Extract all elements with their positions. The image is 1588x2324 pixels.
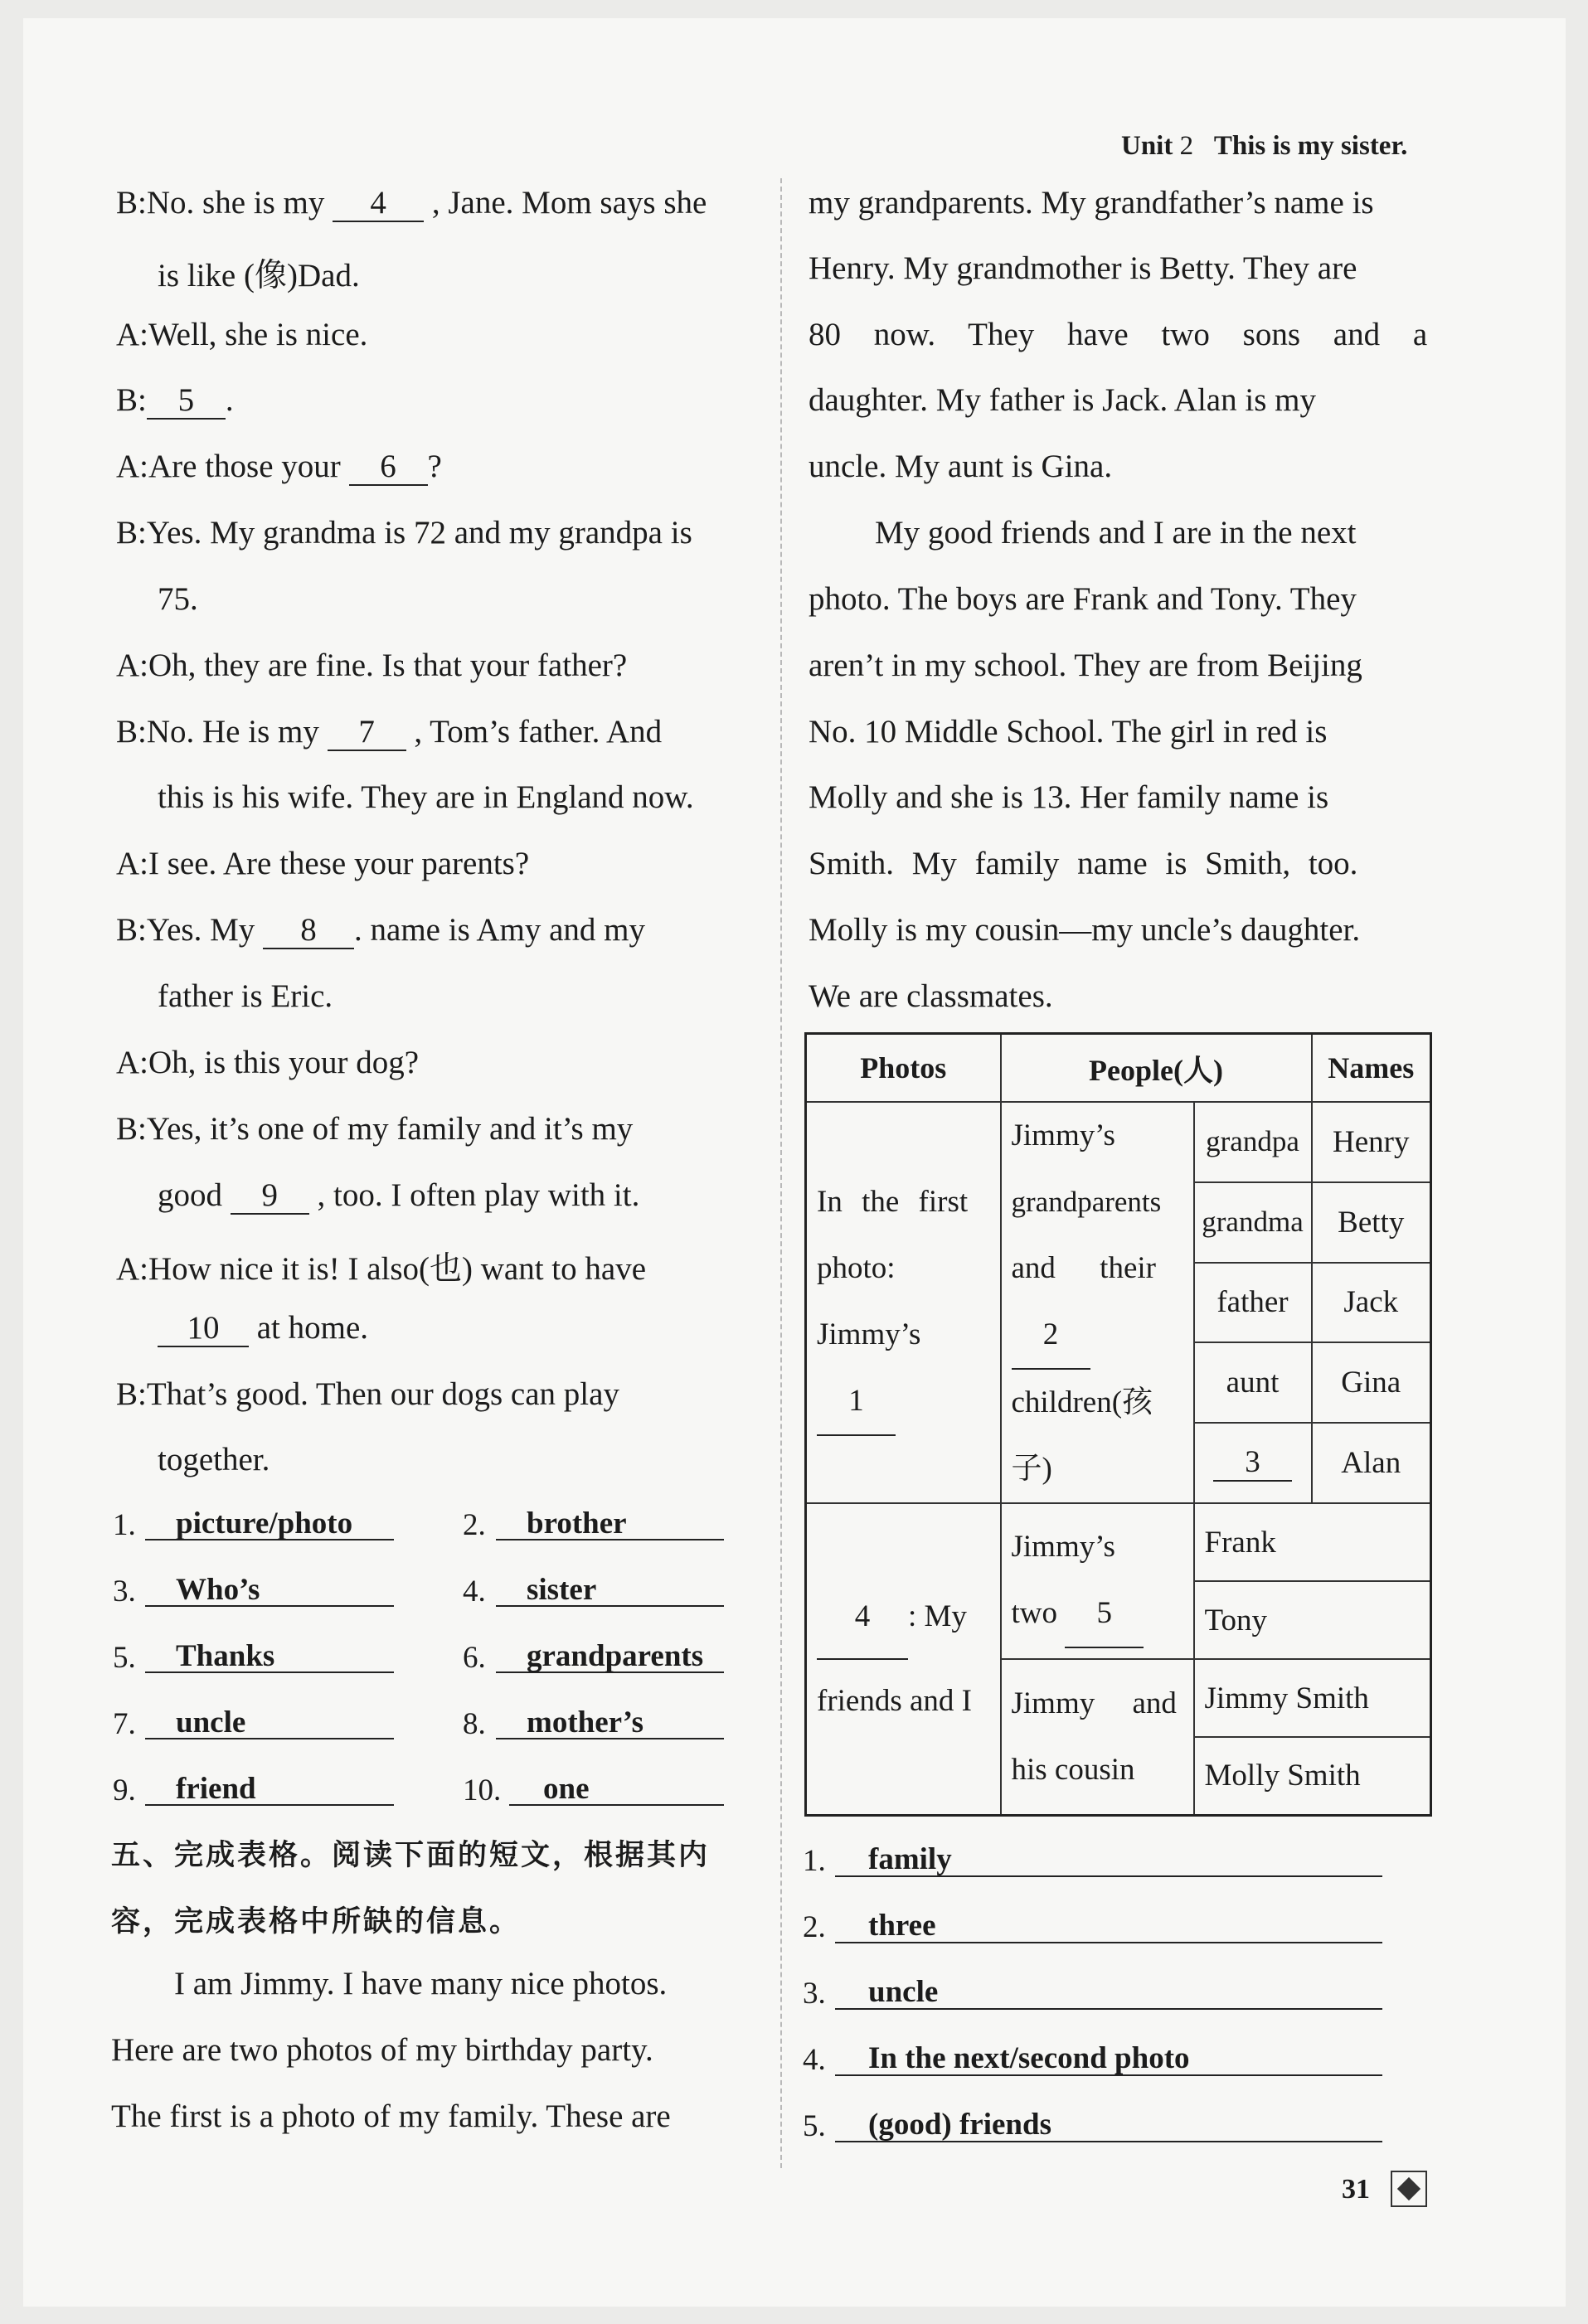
answer-number: 1. [803,1844,826,1878]
answer-number: 4. [803,2043,826,2077]
passage-line: My good friends and I are in the next [875,515,1357,551]
photo2-text: friends and I [817,1683,972,1718]
answer-line [509,1768,724,1806]
people2b-cell [1001,1659,1194,1815]
line-text: B:Yes. My [116,912,264,948]
table-row [806,1503,1431,1581]
line-text: , Jane. Mom says she [424,185,707,221]
table-row [806,1102,1431,1182]
dialogue-line: B:That’s good. Then our dogs can play [116,1376,619,1412]
dialogue-line: A:Well, she is nice. [116,317,368,352]
dialogue-line [116,381,234,420]
answer-text: mother’s [527,1705,644,1739]
info-table [804,1032,1432,1817]
people1-text: 子) [1011,1452,1052,1486]
passage-line: uncle. My aunt is Gina. [809,449,1113,484]
blank-9: 9 [231,1179,309,1215]
dialogue-line: A:How nice it is! I also(也) want to have [116,1251,647,1287]
dialogue-line [116,184,707,222]
passage-line: Molly is my cousin—my uncle’s daughter. [809,912,1361,948]
answer-number: 5. [113,1641,136,1675]
dialogue-line [116,713,662,751]
answer-text: one [543,1772,590,1806]
diamond-icon [1391,2171,1427,2207]
photo2-cell [806,1503,1001,1815]
answer-text: friend [176,1772,256,1806]
photo1-text: In the first [817,1185,969,1219]
people2-text: Jimmy’s [1011,1530,1115,1564]
line-text: good [158,1177,231,1213]
name-cell: Jimmy Smith [1194,1659,1431,1737]
section-heading: 容，完成表格中所缺的信息。 [111,1905,522,1938]
header-unit: Unit [1121,131,1173,161]
answer-text: Who’s [176,1573,260,1607]
dialogue-line [116,911,645,949]
people1-text: and their [1011,1251,1156,1285]
blank-4: 4 [333,187,424,222]
dialogue-line: 75. [158,581,198,617]
role-cell: grandpa [1194,1102,1312,1182]
dialogue-line: A:Oh, is this your dog? [116,1045,420,1080]
dialogue-line: is like (像)Dad. [158,258,360,294]
header-people: People(人) [1001,1034,1312,1103]
dialogue-line: father is Eric. [158,978,333,1014]
name-cell: Tony [1194,1581,1431,1659]
role-cell: aunt [1194,1342,1312,1423]
people1-text: children(孩 [1011,1385,1153,1419]
name-cell: Alan [1312,1423,1431,1503]
answer-number: 5. [803,2109,826,2143]
dialogue-line: A:Oh, they are fine. Is that your father? [116,648,628,683]
dialogue-line: B:Yes. My grandma is 72 and my grandpa is [116,515,692,551]
name-cell: Frank [1194,1503,1431,1581]
answer-number: 2. [803,1910,826,1944]
photo1-cell [806,1102,1001,1503]
answer-text: family [868,1842,952,1876]
line-text: , too. I often play with it. [308,1177,640,1213]
table-header-row [806,1034,1431,1103]
people2-cell [1001,1503,1194,1659]
dialogue-line [116,448,442,486]
answer-number: 7. [113,1707,136,1741]
answer-number: 10. [463,1773,502,1807]
answer-text: In the next/second photo [868,2041,1190,2075]
role-cell: grandma [1194,1182,1312,1263]
role-cell [1194,1423,1312,1503]
photo2-text: : My [908,1599,967,1633]
passage-line: The first is a photo of my family. These are [111,2098,671,2134]
table-blank-1: 1 [817,1368,896,1436]
blank-5: 5 [147,384,226,420]
answer-text: Thanks [176,1639,275,1673]
people1-text: Jimmy’s [1011,1118,1115,1152]
name-cell: Betty [1312,1182,1431,1263]
passage-line: 80 now. They have two sons and a [809,317,1428,352]
passage-line: aren’t in my school. They are from Beijing [809,648,1362,683]
answer-number: 6. [463,1641,486,1675]
line-text: B:No. she is my [116,185,333,221]
people2b-text: Jimmy and [1011,1686,1177,1720]
passage-line: No. 10 Middle School. The girl in red is [809,714,1328,750]
people1-cell [1001,1102,1194,1503]
photo1-text: Jimmy’s [817,1317,921,1351]
line-text: A:Are those your [116,449,349,484]
table-blank-2: 2 [1012,1302,1090,1370]
answer-text: sister [527,1573,597,1607]
passage-line: photo. The boys are Frank and Tony. They [809,581,1357,617]
role-cell: father [1194,1263,1312,1343]
answer-text: uncle [868,1975,939,2009]
answer-number: 3. [113,1574,136,1608]
answer-text: grandparents [527,1639,704,1673]
table-blank-4: 4 [817,1575,908,1660]
running-header [1121,131,1407,162]
passage-line: Here are two photos of my birthday party. [111,2032,653,2068]
answer-text: three [868,1909,936,1943]
line-text: B:No. He is my [116,714,328,750]
table-blank-5: 5 [1065,1580,1144,1648]
photo1-text: photo: [817,1251,896,1285]
dialogue-line [158,1309,368,1347]
line-text: . [225,382,234,418]
answer-text: (good) friends [868,2108,1051,2142]
dialogue-line: this is his wife. They are in England now. [158,779,694,815]
passage-line: Henry. My grandmother is Betty. They are [809,250,1357,286]
header-photos: Photos [806,1034,1001,1103]
name-cell: Molly Smith [1194,1737,1431,1815]
page-number: 31 [1342,2174,1370,2205]
name-cell: Jack [1312,1263,1431,1343]
blank-6: 6 [349,450,428,486]
answer-text: brother [527,1506,627,1540]
answer-number: 3. [803,1977,826,2011]
blank-10: 10 [158,1312,249,1347]
people1-text: grandparents [1011,1186,1162,1218]
passage-line: Smith. My family name is Smith, too. [809,846,1358,881]
line-text: . name is Amy and my [354,912,645,948]
header-names: Names [1312,1034,1431,1103]
passage-line: Molly and she is 13. Her family name is [809,779,1329,815]
table-blank-3: 3 [1213,1444,1292,1482]
blank-8: 8 [263,914,354,949]
passage-line: my grandparents. My grandfather’s name is [809,185,1374,221]
answer-number: 9. [113,1773,136,1807]
line-text: at home. [249,1310,369,1346]
section-heading: 五、完成表格。阅读下面的短文，根据其内 [111,1839,711,1872]
line-text: , Tom’s father. And [405,714,663,750]
people2b-text: his cousin [1011,1752,1135,1787]
name-cell: Henry [1312,1102,1431,1182]
answer-number: 1. [113,1508,136,1542]
header-title: This is my sister. [1213,131,1408,161]
name-cell: Gina [1312,1342,1431,1423]
answer-number: 2. [463,1508,486,1542]
dialogue-line [158,1177,639,1215]
column-divider [780,178,782,2168]
blank-7: 7 [328,716,406,751]
answer-number: 8. [463,1707,486,1741]
passage-line: daughter. My father is Jack. Alan is my [809,382,1316,418]
line-text: ? [427,449,442,484]
people2-text: two [1011,1596,1057,1630]
line-text: B: [116,382,147,418]
answer-text: uncle [176,1705,246,1739]
dialogue-line: together. [158,1442,270,1477]
passage-line: We are classmates. [809,978,1053,1014]
answer-text: picture/photo [176,1506,353,1540]
header-unit-num: 2 [1179,131,1194,161]
dialogue-line: A:I see. Are these your parents? [116,846,530,881]
passage-line: I am Jimmy. I have many nice photos. [174,1966,668,2001]
answer-number: 4. [463,1574,486,1608]
dialogue-line: B:Yes, it’s one of my family and it’s my [116,1111,634,1147]
